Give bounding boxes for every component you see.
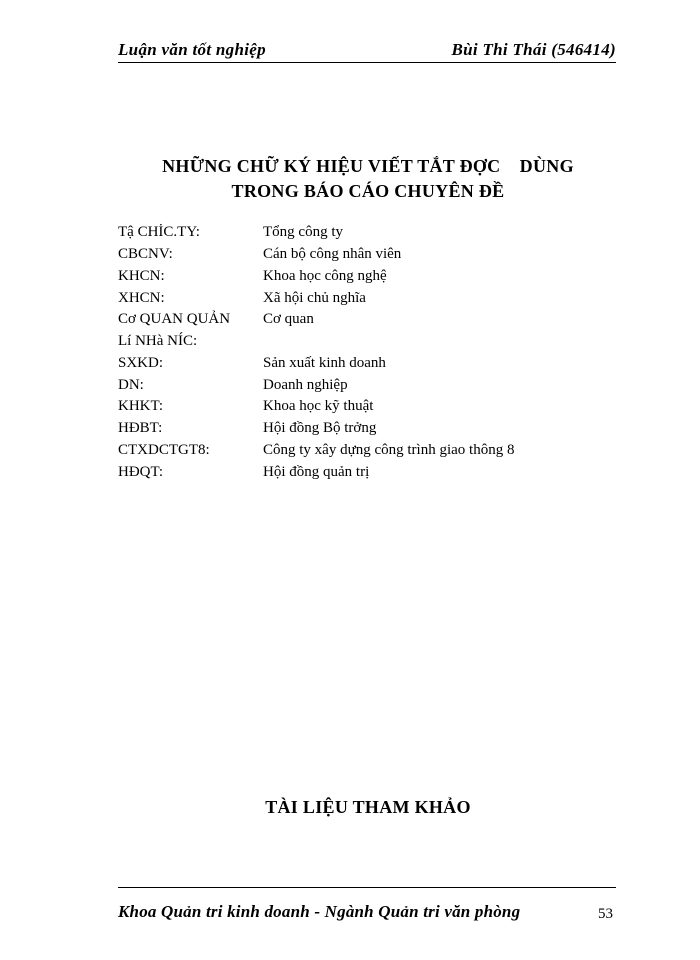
abbreviation-value: Doanh nghiệp: [263, 377, 348, 393]
abbreviation-value: Cán bộ công nhân viên: [263, 246, 402, 262]
abbreviation-key: XHCN:: [118, 290, 165, 306]
abbreviation-key: DN:: [118, 377, 144, 393]
abbreviation-value: Công ty xây dựng công trình giao thông 8: [263, 442, 515, 458]
abbreviation-value: Hội đồng quản trị: [263, 464, 370, 480]
abbreviation-key: Cơ QUAN QUẢN: [118, 311, 231, 327]
page-number: 53: [598, 906, 613, 922]
abbreviation-key: SXKD:: [118, 355, 164, 371]
abbreviation-value: Khoa học kỹ thuật: [263, 398, 374, 414]
abbreviation-value: Cơ quan: [263, 311, 314, 327]
abbreviation-key: KHKT:: [118, 398, 164, 414]
references-title: TÀI LIỆU THAM KHẢO: [265, 797, 471, 817]
page-header: [118, 40, 616, 63]
header-author: Bùi Thi Thái (546414): [451, 40, 616, 59]
abbreviation-key: CTXDCTGT8:: [118, 442, 210, 458]
abbreviation-key: Tậ CHİC.TY:: [118, 224, 200, 240]
abbreviation-key: KHCN:: [118, 268, 165, 284]
section-title-line-1: NHỮNG CHỮ KÝ HIỆU VIẾT TẮT ĐỢC DÙNG: [162, 156, 574, 176]
abbreviation-value: Xã hội chủ nghĩa: [263, 290, 366, 306]
abbreviation-key: Lí NHà NÍC:: [118, 333, 198, 349]
header-thesis-label: Luận văn tốt nghiệp: [118, 40, 266, 59]
page-footer: [118, 887, 616, 922]
abbreviation-value: Khoa học công nghệ: [263, 268, 387, 284]
abbreviation-value: Sản xuất kinh doanh: [263, 355, 386, 371]
abbreviation-key: CBCNV:: [118, 246, 173, 262]
footer-faculty: Khoa Quản tri kinh doanh - Ngành Quản tri văn phòng: [118, 902, 521, 921]
abbreviation-key: HĐQT:: [118, 464, 164, 480]
abbreviation-value: Tổng công ty: [263, 224, 343, 240]
section-title-line-2: TRONG BÁO CÁO CHUYÊN ĐỀ: [231, 181, 505, 201]
abbreviation-key: HĐBT:: [118, 420, 163, 436]
abbreviation-value: Hội đồng Bộ trởng: [263, 420, 377, 436]
